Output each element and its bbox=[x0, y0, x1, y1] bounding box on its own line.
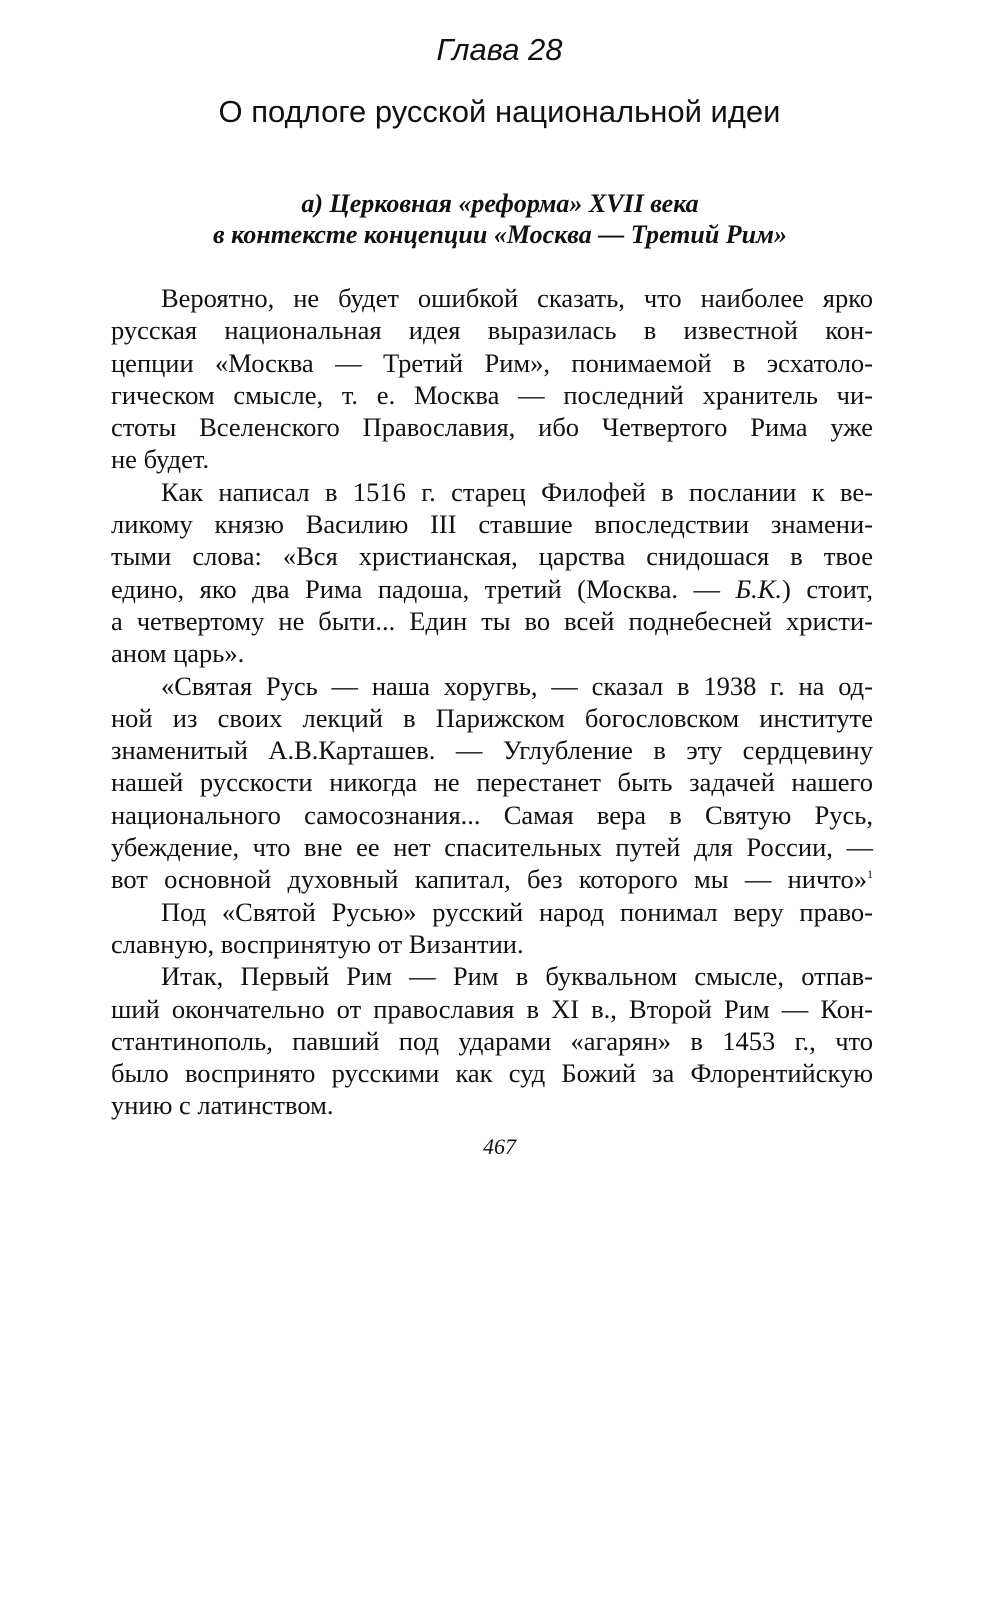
text-line: Как написал в 1516 г. старец Филофей в послании к ве- bbox=[161, 476, 873, 507]
text-line: русская национальная идея выразилась в известной кон- bbox=[111, 315, 873, 346]
text-line: а четвертому не быти... Един ты во всей поднебесней христи- bbox=[111, 605, 873, 636]
text-line: не будет. bbox=[111, 444, 210, 475]
text-line: ной из своих лекций в Парижском богословском институте bbox=[111, 702, 873, 733]
paragraph-4 bbox=[111, 896, 873, 961]
text-line: Итак, Первый Рим — Рим в буквальном смысле, отпав- bbox=[161, 961, 873, 992]
chapter-label: Глава 28 bbox=[436, 32, 563, 67]
section-title bbox=[100, 188, 900, 250]
paragraph-5 bbox=[111, 960, 873, 1121]
section-title-line-1: а) Церковная «реформа» XVII века bbox=[301, 189, 699, 218]
text-line: Вероятно, не будет ошибкой сказать, что наиболее ярко bbox=[161, 283, 873, 313]
text-line: стантинополь, павший под ударами «агарян» в 1453 г., что bbox=[111, 1025, 873, 1056]
section-title-line-2: в контексте концепции «Москва — Третий Рим» bbox=[213, 220, 787, 249]
page-number: 467 bbox=[483, 1134, 516, 1159]
text-segment: вот основной духовный капитал, без которого мы — ничто» bbox=[111, 864, 867, 895]
text-line: было воспринято русскими как суд Божий за Флорентийскую bbox=[111, 1058, 873, 1089]
text-line: гическом смысле, т. е. Москва — последний хранитель чи- bbox=[111, 379, 873, 410]
text-line: тыми слова: «Вся христианская, царства снидошася в твое bbox=[111, 541, 873, 572]
text-line: убеждение, что вне ее нет спасительных путей для России, — bbox=[111, 832, 873, 863]
text-segment: едино, яко два Рима падоша, третий (Москва. — bbox=[111, 573, 736, 604]
footnote-marker[interactable]: 1 bbox=[867, 867, 873, 882]
text-line: цепции «Москва — Третий Рим», понимаемой в эсхатоло- bbox=[111, 347, 873, 378]
text-line: знаменитый А.В.Карташев. — Углубление в эту сердцевину bbox=[111, 735, 873, 766]
text-line: национального самосознания... Самая вера в Святую Русь, bbox=[111, 799, 873, 830]
text-line bbox=[111, 863, 873, 895]
text-line: стоты Вселенского Православия, ибо Четвертого Рима уже bbox=[111, 412, 873, 443]
paragraph-2 bbox=[111, 476, 873, 670]
text-line: славную, воспринятую от Византии. bbox=[111, 928, 524, 959]
text-line: аном царь». bbox=[111, 638, 245, 669]
text-segment: ) стоит, bbox=[782, 573, 873, 604]
text-line: Под «Святой Русью» русский народ понимал веру право- bbox=[161, 896, 873, 927]
text-line bbox=[111, 573, 873, 605]
paragraph-3 bbox=[111, 670, 873, 896]
text-line: унию с латинством. bbox=[111, 1090, 334, 1121]
chapter-title: О подлоге русской национальной идеи bbox=[218, 94, 781, 129]
text-line: нашей русскости никогда не перестанет быть задачей нашего bbox=[111, 767, 873, 798]
paragraph-1 bbox=[111, 282, 873, 476]
text-line: ший окончательно от православия в XI в., Второй Рим — Кон- bbox=[111, 993, 873, 1024]
text-line: ликому князю Василию III ставшие впоследствии знамени- bbox=[111, 509, 873, 540]
text-line: «Святая Русь — наша хоругвь, — сказал в 1938 г. на од- bbox=[161, 670, 873, 701]
body-text bbox=[111, 282, 873, 1122]
author-initials: Б.К. bbox=[735, 573, 783, 604]
